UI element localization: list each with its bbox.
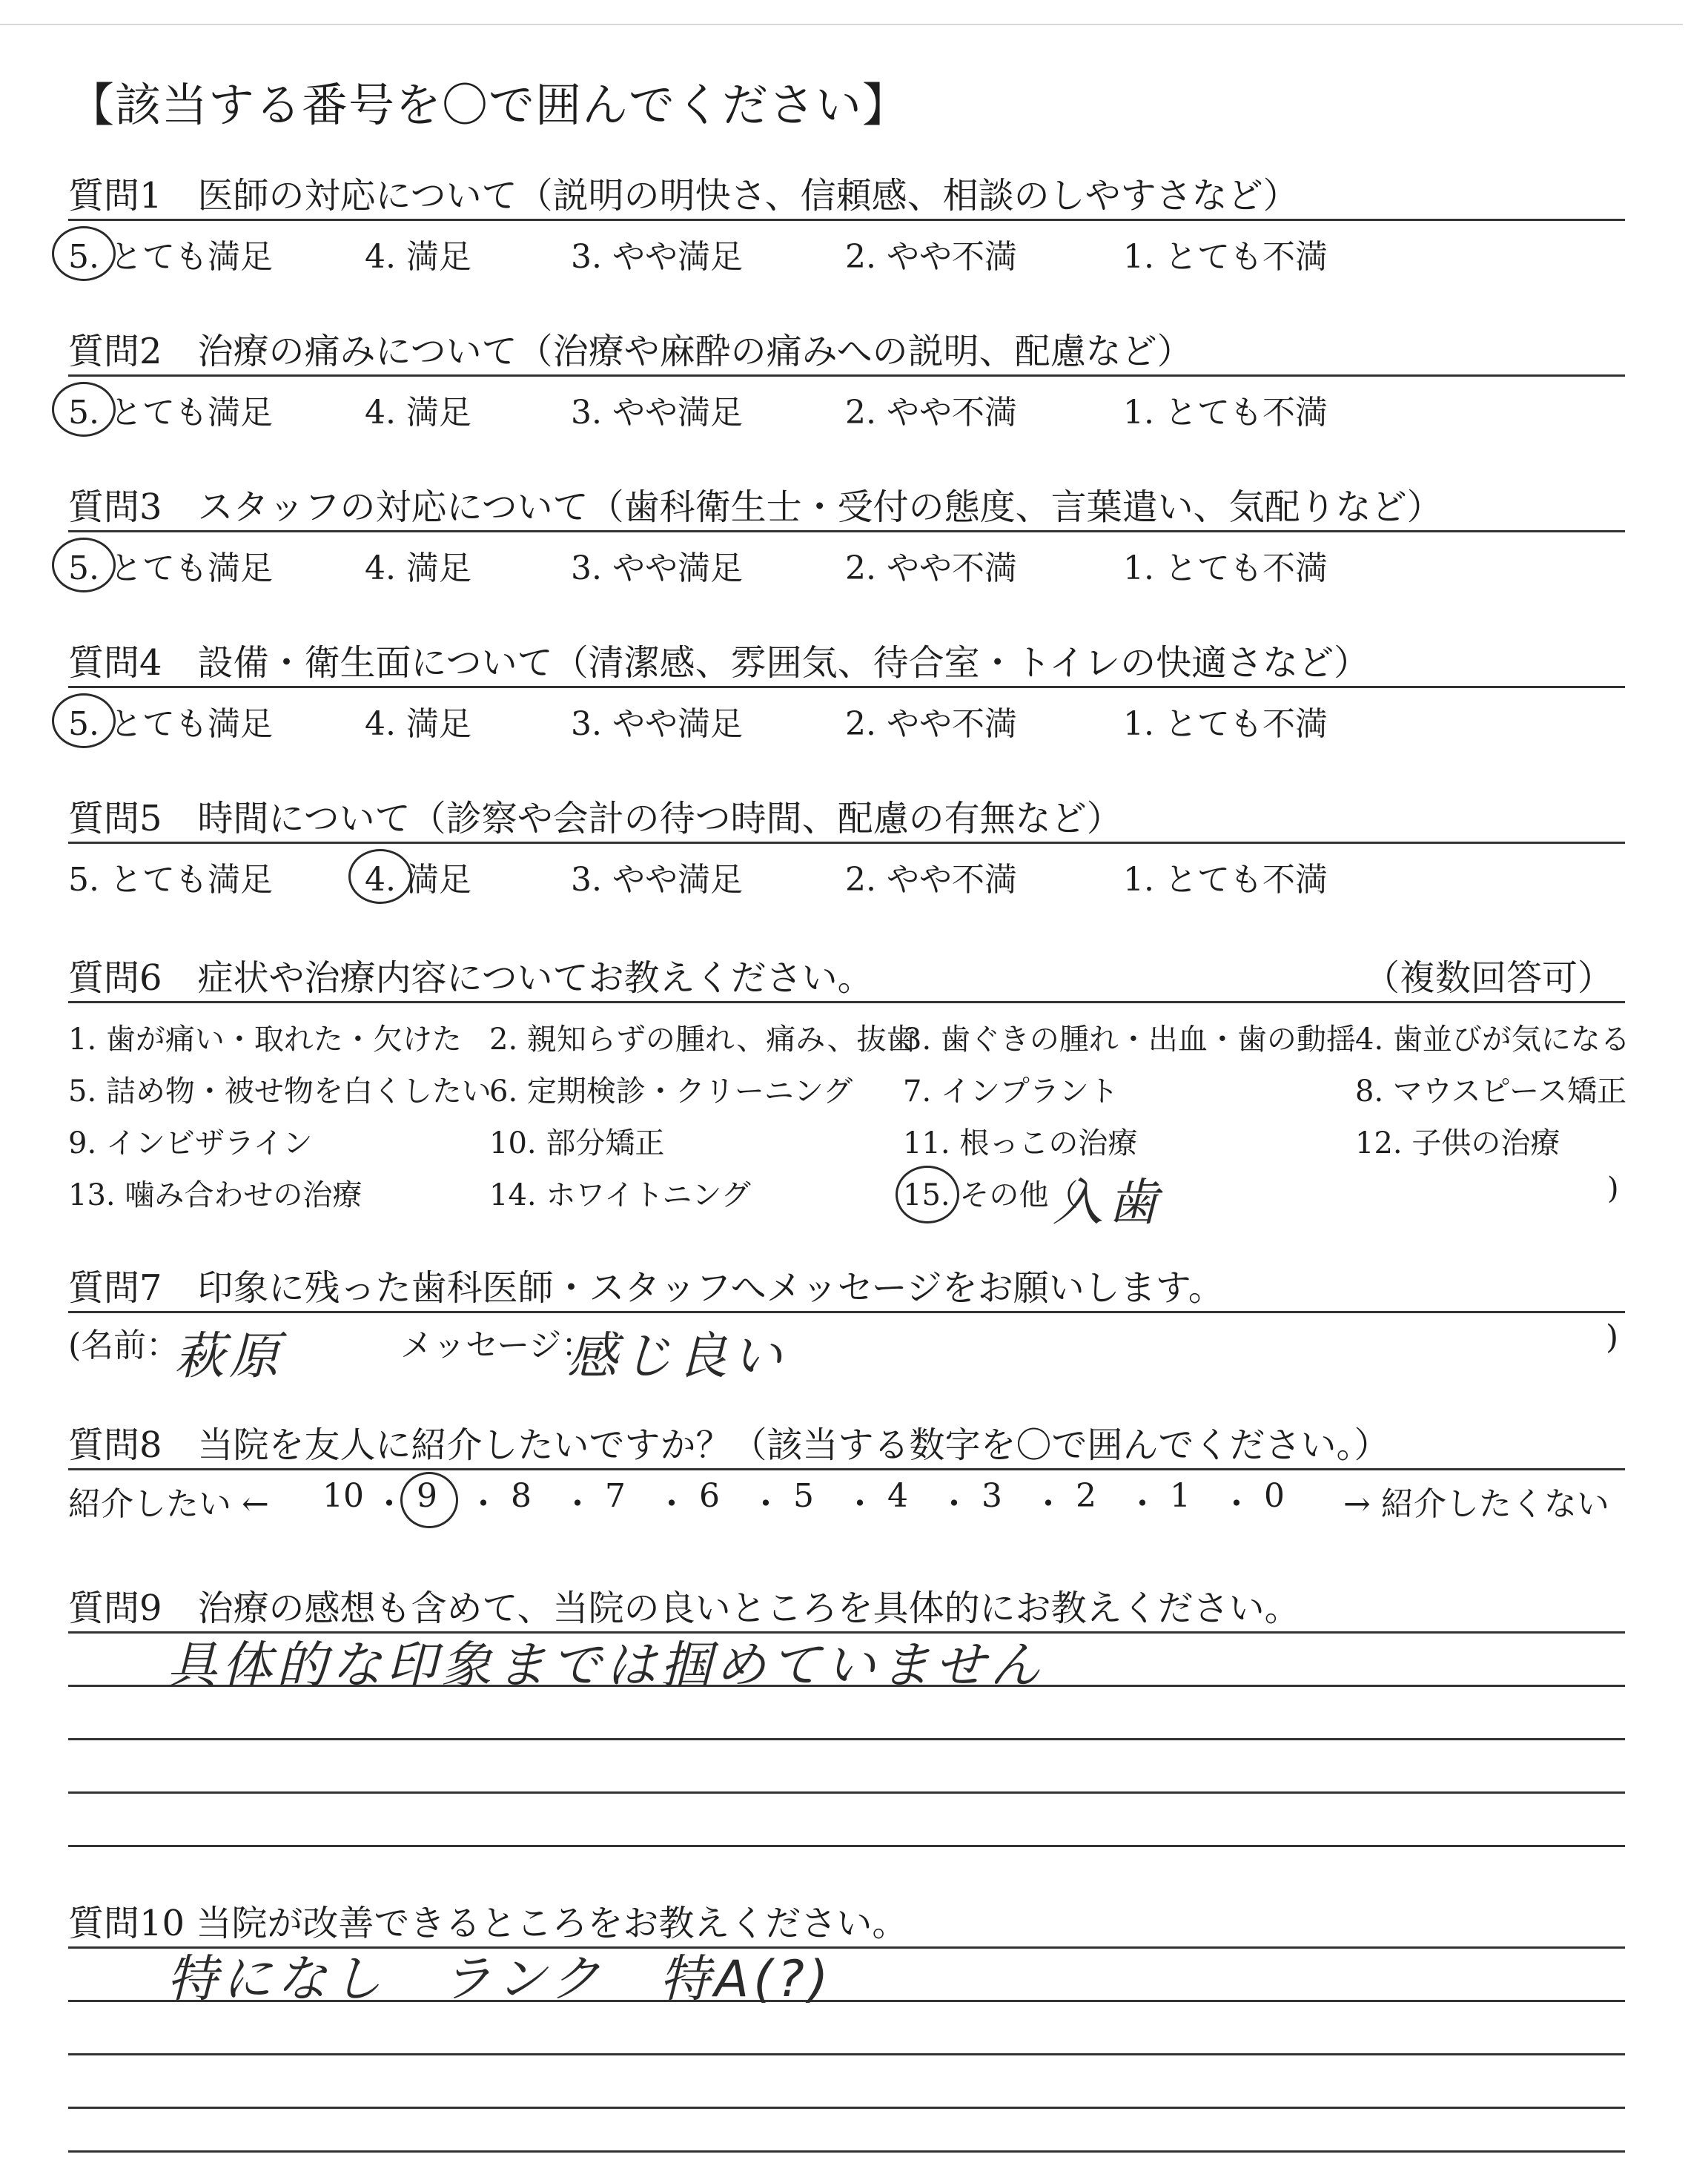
- selection-circle: [896, 1166, 959, 1223]
- q6-option-9[interactable]: 9. インビザライン: [68, 1126, 313, 1160]
- q8-scale-9[interactable]: 9: [417, 1477, 437, 1515]
- q8-title: 質問8 当院を友人に紹介したいですか？（該当する数字を〇で囲んでください。）: [68, 1424, 1390, 1466]
- q6-option-10[interactable]: 10. 部分矯正: [489, 1126, 665, 1160]
- q4-option-1[interactable]: 1. とても不満: [1123, 705, 1328, 743]
- q6-title: 質問6 症状や治療内容についてお教えください。: [68, 957, 873, 999]
- q6-option-4[interactable]: 4. 歯並びが気になる: [1355, 1023, 1630, 1057]
- q8-rule: [68, 1468, 1625, 1470]
- q8-scale-separator: ・: [373, 1485, 406, 1523]
- q4-rule: [68, 686, 1625, 688]
- q7-name-label: (名前：: [68, 1327, 179, 1364]
- q6-option-13[interactable]: 13. 噛み合わせの治療: [68, 1178, 363, 1212]
- q10-line-3: [68, 2053, 1625, 2055]
- q6-option-7[interactable]: 7. インプラント: [903, 1074, 1119, 1109]
- q7-message-label: メッセージ：: [400, 1327, 595, 1364]
- q1-rule: [68, 219, 1625, 221]
- q8-scale-5[interactable]: 5: [793, 1477, 814, 1515]
- q8-scale-separator: ・: [1220, 1485, 1253, 1523]
- q8-scale-separator: ・: [561, 1485, 594, 1523]
- q9-line-3: [68, 1738, 1625, 1740]
- q3-option-5[interactable]: 5. とても満足: [68, 549, 273, 587]
- q8-scale-separator: ・: [1126, 1485, 1159, 1523]
- q10-line-4: [68, 2107, 1625, 2109]
- q3-rule: [68, 530, 1625, 532]
- q6-option-6[interactable]: 6. 定期検診・クリーニング: [489, 1074, 853, 1109]
- q8-scale-3[interactable]: 3: [982, 1477, 1002, 1515]
- q9-line-5: [68, 1845, 1625, 1847]
- q7-message-answer: 感じ良い: [567, 1327, 787, 1386]
- q8-scale-10[interactable]: 10: [322, 1477, 364, 1515]
- q1-option-1[interactable]: 1. とても不満: [1123, 238, 1328, 276]
- q8-scale-separator: ・: [844, 1485, 876, 1523]
- q4-option-4[interactable]: 4. 満足: [365, 705, 471, 743]
- q2-option-5[interactable]: 5. とても満足: [68, 394, 273, 432]
- q5-option-2[interactable]: 2. やや不満: [845, 861, 1017, 899]
- q2-option-3[interactable]: 3. やや満足: [571, 394, 743, 432]
- q6-option-15[interactable]: 15. その他（: [903, 1178, 1079, 1212]
- q8-scale-separator: ・: [655, 1485, 688, 1523]
- q2-title: 質問2 治療の痛みについて（治療や麻酔の痛みへの説明、配慮など）: [68, 331, 1193, 372]
- q3-title: 質問3 スタッフの対応について（歯科衛生士・受付の態度、言葉遣い、気配りなど）: [68, 486, 1443, 528]
- page-header: 【該当する番号を〇で囲んでください】: [68, 78, 910, 132]
- q2-option-2[interactable]: 2. やや不満: [845, 394, 1017, 432]
- q7-name-answer: 萩原: [174, 1327, 285, 1386]
- q2-option-4[interactable]: 4. 満足: [365, 394, 471, 432]
- q9-answer: 具体的な印象までは掴めていません: [167, 1636, 1045, 1695]
- q8-scale-4[interactable]: 4: [887, 1477, 908, 1515]
- q5-title: 質問5 時間について（診察や会計の待つ時間、配慮の有無など）: [68, 798, 1122, 839]
- q2-rule: [68, 374, 1625, 377]
- q8-scale-2[interactable]: 2: [1076, 1477, 1096, 1515]
- q4-option-2[interactable]: 2. やや不満: [845, 705, 1017, 743]
- q6-option-2[interactable]: 2. 親知らずの腫れ、痛み、抜歯: [489, 1023, 916, 1057]
- q8-scale-separator: ・: [1032, 1485, 1065, 1523]
- q8-right-label: → 紹介したくない: [1343, 1485, 1609, 1523]
- q8-scale-separator: ・: [467, 1485, 500, 1523]
- q1-option-4[interactable]: 4. 満足: [365, 238, 471, 276]
- q8-scale-separator: ・: [749, 1485, 782, 1523]
- q6-option-5[interactable]: 5. 詰め物・被せ物を白くしたい: [68, 1074, 491, 1109]
- selection-circle: [348, 849, 412, 904]
- q6-rule: [68, 1001, 1625, 1003]
- q8-scale-6[interactable]: 6: [699, 1477, 720, 1515]
- q6-other-answer: 入歯: [1053, 1174, 1163, 1232]
- q3-option-1[interactable]: 1. とても不満: [1123, 549, 1328, 587]
- q10-title: 質問10 当院が改善できるところをお教えください。: [68, 1903, 908, 1944]
- q3-option-3[interactable]: 3. やや満足: [571, 549, 743, 587]
- q8-scale-8[interactable]: 8: [511, 1477, 532, 1515]
- q4-option-3[interactable]: 3. やや満足: [571, 705, 743, 743]
- q8-scale-7[interactable]: 7: [605, 1477, 626, 1515]
- selection-circle: [52, 693, 116, 748]
- q8-scale-1[interactable]: 1: [1170, 1477, 1191, 1515]
- q3-option-4[interactable]: 4. 満足: [365, 549, 471, 587]
- q10-answer: 特になし ランク 特A(?): [167, 1950, 833, 2009]
- q1-option-3[interactable]: 3. やや満足: [571, 238, 743, 276]
- q5-option-3[interactable]: 3. やや満足: [571, 861, 743, 899]
- q4-title: 質問4 設備・衛生面について（清潔感、雰囲気、待合室・トイレの快適さなど）: [68, 642, 1370, 684]
- q4-option-5[interactable]: 5. とても満足: [68, 705, 273, 743]
- q9-title: 質問9 治療の感想も含めて、当院の良いところを具体的にお教えください。: [68, 1588, 1300, 1629]
- q5-option-5[interactable]: 5. とても満足: [68, 861, 273, 899]
- selection-circle: [400, 1472, 458, 1528]
- q8-scale-0[interactable]: 0: [1264, 1477, 1285, 1515]
- q5-option-4[interactable]: 4. 満足: [365, 861, 471, 899]
- q1-option-2[interactable]: 2. やや不満: [845, 238, 1017, 276]
- q7-rule: [68, 1311, 1625, 1313]
- q8-scale-separator: ・: [938, 1485, 970, 1523]
- q9-line-4: [68, 1791, 1625, 1794]
- q10-line-5: [68, 2150, 1625, 2153]
- q6-other-close: ): [1607, 1172, 1619, 1206]
- q6-option-1[interactable]: 1. 歯が痛い・取れた・欠けた: [68, 1023, 462, 1057]
- selection-circle: [52, 382, 116, 437]
- q7-close: ): [1606, 1318, 1619, 1356]
- q6-note: （複数回答可）: [1364, 957, 1614, 999]
- selection-circle: [52, 538, 116, 592]
- q6-option-11[interactable]: 11. 根っこの治療: [903, 1126, 1138, 1160]
- q1-title: 質問1 医師の対応について（説明の明快さ、信頼感、相談のしやすさなど）: [68, 175, 1299, 217]
- q6-option-12[interactable]: 12. 子供の治療: [1355, 1126, 1560, 1160]
- scan-edge: [0, 24, 1683, 25]
- q3-option-2[interactable]: 2. やや不満: [845, 549, 1017, 587]
- q6-option-3[interactable]: 3. 歯ぐきの腫れ・出血・歯の動揺: [903, 1023, 1356, 1057]
- q7-title: 質問7 印象に残った歯科医師・スタッフへメッセージをお願いします。: [68, 1267, 1224, 1309]
- q6-option-14[interactable]: 14. ホワイトニング: [489, 1178, 751, 1212]
- q6-option-8[interactable]: 8. マウスピース矯正: [1355, 1074, 1627, 1109]
- q8-left-label: 紹介したい ←: [68, 1485, 269, 1523]
- selection-circle: [52, 226, 116, 281]
- q1-option-5[interactable]: 5. とても満足: [68, 238, 273, 276]
- q5-rule: [68, 842, 1625, 844]
- q2-option-1[interactable]: 1. とても不満: [1123, 394, 1328, 432]
- q5-option-1[interactable]: 1. とても不満: [1123, 861, 1328, 899]
